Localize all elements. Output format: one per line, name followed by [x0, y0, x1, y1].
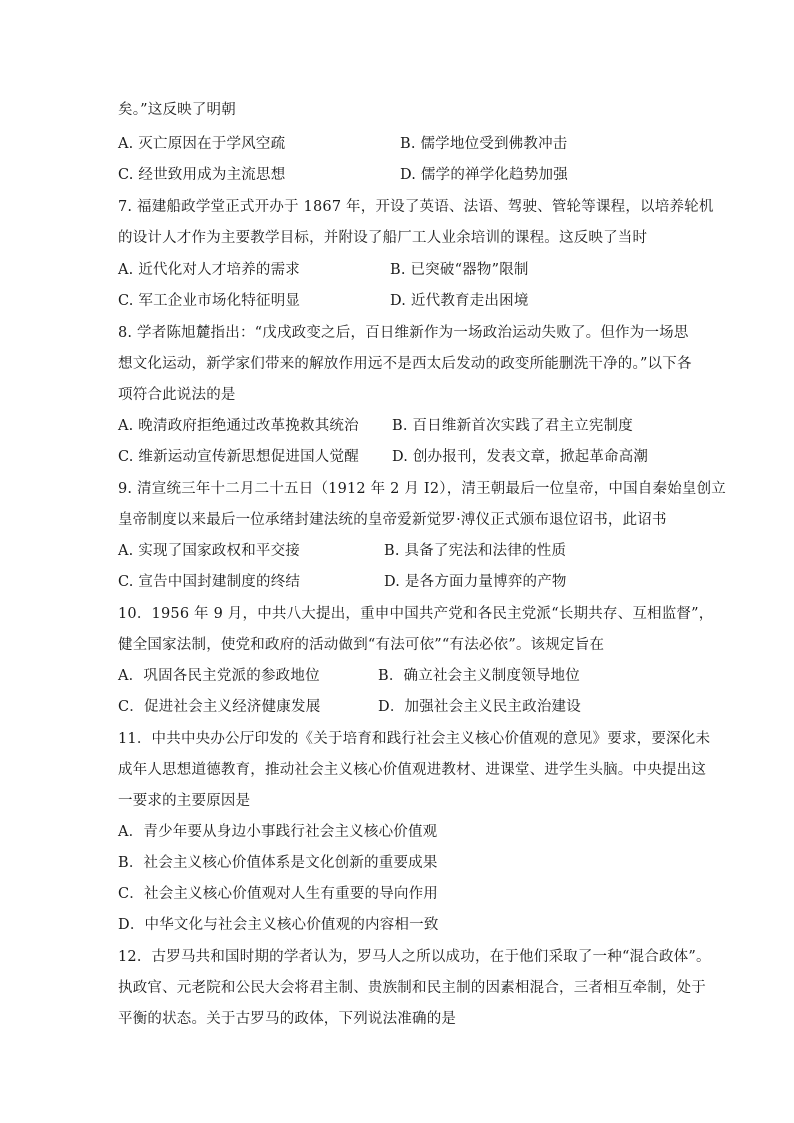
q11-stem-line-2: 成年人思想道德教育，推动社会主义核心价值观进教材、进课堂、进学生头脑。中央提出这 [118, 762, 706, 778]
q8-stem-line-3: 项符合此说法的是 [118, 387, 236, 403]
q7-option-b: B. 已突破“器物”限制 [390, 262, 529, 278]
q8-stem-line-2: 想文化运动，新学家们带来的解放作用远不是西太后发动的政变所能删洗干净的。”以下各 [118, 356, 692, 372]
q12-stem-line-1: 12．古罗马共和国时期的学者认为，罗马人之所以成功，在于他们采取了一种“混合政体”。 [118, 949, 711, 965]
q8-option-d: D. 创办报刊，发表文章，掀起革命高潮 [392, 449, 649, 465]
q9-option-a: A. 实现了国家政权和平交接 [118, 543, 300, 559]
q8-stem-line-1: 8. 学者陈旭麓指出：“戊戌政变之后，百日维新作为一场政治运动失败了。但作为一场思 [118, 325, 689, 341]
q12-stem-line-2: 执政官、元老院和公民大会将君主制、贵族制和民主制的因素相混合，三者相互牵制，处于 [118, 980, 706, 996]
q10-option-a: A．巩固各民主党派的参政地位 [118, 668, 320, 684]
q11-option-d: D．中华文化与社会主义核心价值观的内容相一致 [118, 917, 439, 933]
q11-stem-line-3: 一要求的主要原因是 [118, 793, 251, 809]
q9-option-d: D. 是各方面力量博弈的产物 [384, 574, 567, 590]
q8-option-c: C. 维新运动宣传新思想促进国人觉醒 [118, 449, 359, 465]
q7-stem-line-2: 的设计人才作为主要教学目标，并附设了船厂工人业余培训的课程。这反映了当时 [118, 230, 648, 246]
q11-option-c: C．社会主义核心价值观对人生有重要的导向作用 [118, 886, 438, 902]
q10-option-d: D．加强社会主义民主政治建设 [378, 699, 581, 715]
q6-option-b: B. 儒学地位受到佛教冲击 [400, 136, 568, 152]
q10-stem-line-1: 10．1956 年 9 月，中共八大提出，重申中国共产党和各民主党派“长期共存、互相监督”， [118, 606, 714, 622]
q11-option-a: A．青少年要从身边小事践行社会主义核心价值观 [118, 824, 438, 840]
q10-option-b: B．确立社会主义制度领导地位 [378, 668, 580, 684]
q6-option-a: A. 灭亡原因在于学风空疏 [118, 136, 286, 152]
q6-option-d: D. 儒学的禅学化趋势加强 [400, 167, 568, 183]
q9-option-b: B. 具备了宪法和法律的性质 [384, 543, 567, 559]
q8-option-a: A. 晚清政府拒绝通过改革挽救其统治 [118, 418, 359, 434]
q11-stem-line-1: 11．中共中央办公厅印发的《关于培育和践行社会主义核心价值观的意见》要求，要深化未 [118, 731, 711, 747]
q10-stem-line-2: 健全国家法制，使党和政府的活动做到“有法可依”“有法必依”。该规定旨在 [118, 637, 605, 653]
q9-stem-line-1: 9. 清宣统三年十二月二十五日（1912 年 2 月 I2），清王朝最后一位皇帝，中国自秦始皇创立 [118, 481, 727, 497]
q11-option-b: B．社会主义核心价值体系是文化创新的重要成果 [118, 855, 438, 871]
q12-stem-line-3: 平衡的状态。关于古罗马的政体，下列说法准确的是 [118, 1011, 457, 1027]
q10-option-c: C．促进社会主义经济健康发展 [118, 699, 321, 715]
q7-option-a: A. 近代化对人才培养的需求 [118, 262, 300, 278]
q9-option-c: C. 宣告中国封建制度的终结 [118, 574, 301, 590]
q8-option-b: B. 百日维新首次实践了君主立宪制度 [392, 418, 633, 434]
q7-stem-line-1: 7. 福建船政学堂正式开办于 1867 年，开设了英语、法语、驾驶、管轮等课程，以培养轮机 [118, 199, 714, 215]
q7-option-c: C. 军工企业市场化特征明显 [118, 293, 301, 309]
q6-stem-tail: 矣。”这反映了明朝 [118, 102, 236, 118]
q7-option-d: D. 近代教育走出困境 [390, 293, 529, 309]
q6-option-c: C. 经世致用成为主流思想 [118, 167, 286, 183]
q9-stem-line-2: 皇帝制度以来最后一位承绪封建法统的皇帝爱新觉罗·溥仪正式颁布退位诏书，此诏书 [118, 512, 667, 528]
